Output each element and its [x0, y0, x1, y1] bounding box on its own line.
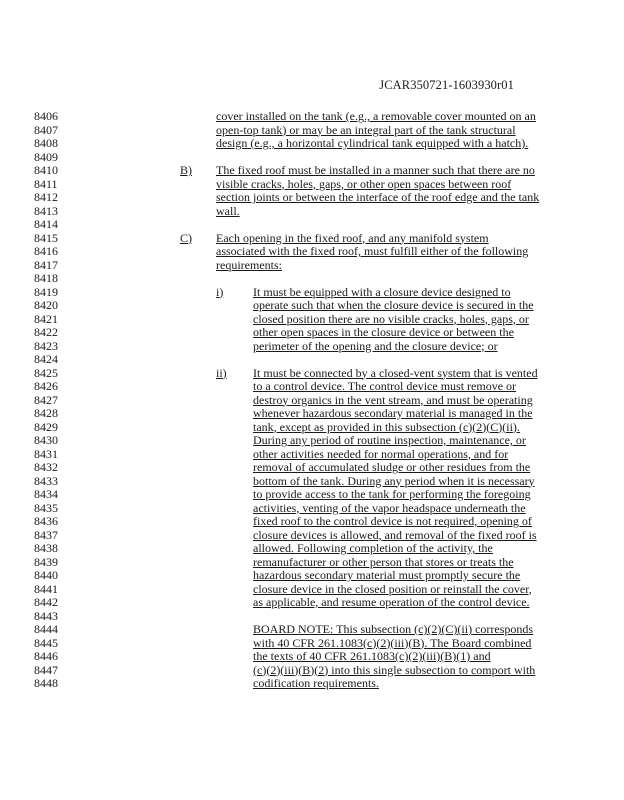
text-line: During any period of routine inspection, maintenance, or: [253, 433, 526, 447]
text-line: It must be connected by a closed-vent system that is vented: [253, 365, 538, 380]
line-number: 8419: [34, 284, 58, 299]
line-number: 8420: [34, 298, 58, 312]
line-number: 8424: [34, 352, 58, 366]
text-line: perimeter of the opening and the closure device; or: [253, 338, 498, 353]
line-number: 8421: [34, 311, 58, 326]
text-line: as applicable, and resume operation of the control device.: [253, 595, 530, 609]
text-line: section joints or between the interface of the roof edge and the tank: [216, 190, 540, 204]
text-line: Each opening in the fixed roof, and any manifold system: [216, 230, 489, 245]
line-number: 8415: [34, 230, 58, 245]
text-line: allowed. Following completion of the activity, the: [253, 541, 493, 555]
line-number: 8433: [34, 473, 58, 488]
text-line: tank, except as provided in this subsection (c)(2)(C)(ii).: [253, 419, 520, 434]
text-line: to provide access to the tank for performing the foregoing: [253, 487, 531, 501]
line-number: 8411: [34, 176, 58, 191]
item-i-label: i): [216, 284, 224, 299]
line-number: 8410: [34, 163, 58, 177]
line-number: 8430: [34, 433, 58, 447]
text-line: BOARD NOTE: This subsection (c)(2)(C)(ii) corresponds: [253, 622, 534, 636]
text-line: whenever hazardous secondary material is managed in the: [253, 406, 533, 420]
text-line: cover installed on the tank (e.g., a removable cover mounted on an: [216, 109, 536, 123]
line-number: 8408: [34, 136, 58, 150]
line-number: 8437: [34, 527, 58, 542]
line-number: 8407: [34, 122, 58, 137]
item-ii-label: ii): [216, 365, 227, 380]
text-line: (c)(2)(iii)(B)(2) into this single subsection to comport with: [253, 662, 536, 677]
text-line: design (e.g., a horizontal cylindrical tank equipped with a hatch).: [216, 136, 529, 150]
line-number: 8432: [34, 460, 58, 474]
line-number: 8416: [34, 244, 58, 258]
text-line: the texts of 40 CFR 261.1083(c)(2)(iii)(B)(1) and: [253, 649, 491, 663]
text-line: It must be equipped with a closure device designed to: [253, 284, 511, 299]
text-line: bottom of the tank. During any period when it is necessary: [253, 473, 535, 488]
line-number: 8436: [34, 514, 58, 528]
text-line: requirements:: [216, 257, 282, 272]
text-line: codification requirements.: [253, 676, 379, 690]
line-number: 8440: [34, 568, 58, 582]
line-number: 8448: [34, 676, 58, 690]
line-number: 8434: [34, 487, 58, 501]
line-number: 8409: [34, 149, 58, 164]
line-number: 8426: [34, 379, 58, 393]
text-line: destroy organics in the vent stream, and must be operating: [253, 392, 533, 407]
line-number: 8414: [34, 217, 58, 231]
text-line: visible cracks, holes, gaps, or other open spaces between roof: [216, 176, 512, 191]
text-line: The fixed roof must be installed in a manner such that there are no: [216, 163, 535, 177]
line-number: 8428: [34, 406, 58, 420]
text-line: remanufacturer or other person that stores or treats the: [253, 554, 514, 569]
text-line: closed position there are no visible cracks, holes, gaps, or: [253, 311, 529, 326]
line-number: 8445: [34, 635, 58, 650]
text-line: wall.: [216, 203, 240, 218]
document-id: JCAR350721-1603930r01: [379, 78, 514, 92]
line-number: 8447: [34, 662, 58, 677]
item-b-label: B): [180, 163, 192, 177]
text-line: hazardous secondary material must promptly secure the: [253, 568, 521, 582]
line-number: 8423: [34, 338, 58, 353]
line-number: 8444: [34, 622, 58, 636]
line-number: 8443: [34, 608, 58, 623]
line-number: 8441: [34, 581, 58, 596]
text-line: operate such that when the closure device is secured in the: [253, 298, 534, 312]
text-line: associated with the fixed roof, must fulfill either of the following: [216, 244, 529, 258]
text-line: with 40 CFR 261.1083(c)(2)(iii)(B). The Board combined: [253, 635, 532, 650]
line-number: 8427: [34, 392, 58, 407]
line-number: 8439: [34, 554, 58, 569]
line-number: 8431: [34, 446, 58, 461]
line-number: 8425: [34, 365, 58, 380]
text-line: removal of accumulated sludge or other residues from the: [253, 460, 531, 474]
text-line: other activities needed for normal operations, and for: [253, 446, 509, 461]
text-line: to a control device. The control device must remove or: [253, 379, 517, 393]
line-number: 8418: [34, 271, 58, 285]
text-line: open-top tank) or may be an integral part of the tank structural: [216, 122, 516, 137]
text-line: closure devices is allowed, and removal of the fixed roof is: [253, 527, 537, 542]
line-number: 8438: [34, 541, 58, 555]
line-number: 8446: [34, 649, 58, 663]
item-c-label: C): [180, 230, 192, 245]
line-number: 8413: [34, 203, 58, 218]
text-line: closure device in the closed position or reinstall the cover,: [253, 581, 532, 596]
line-number: 8406: [34, 109, 58, 123]
line-number: 8429: [34, 419, 58, 434]
line-number: 8417: [34, 257, 58, 272]
text-line: fixed roof to the control device is not required, opening of: [253, 514, 532, 528]
text-line: activities, venting of the vapor headspace underneath the: [253, 500, 526, 515]
line-number: 8442: [34, 595, 58, 609]
text-line: other open spaces in the closure device or between the: [253, 325, 514, 339]
line-number: 8435: [34, 500, 58, 515]
line-number: 8422: [34, 325, 58, 339]
line-number: 8412: [34, 190, 58, 204]
